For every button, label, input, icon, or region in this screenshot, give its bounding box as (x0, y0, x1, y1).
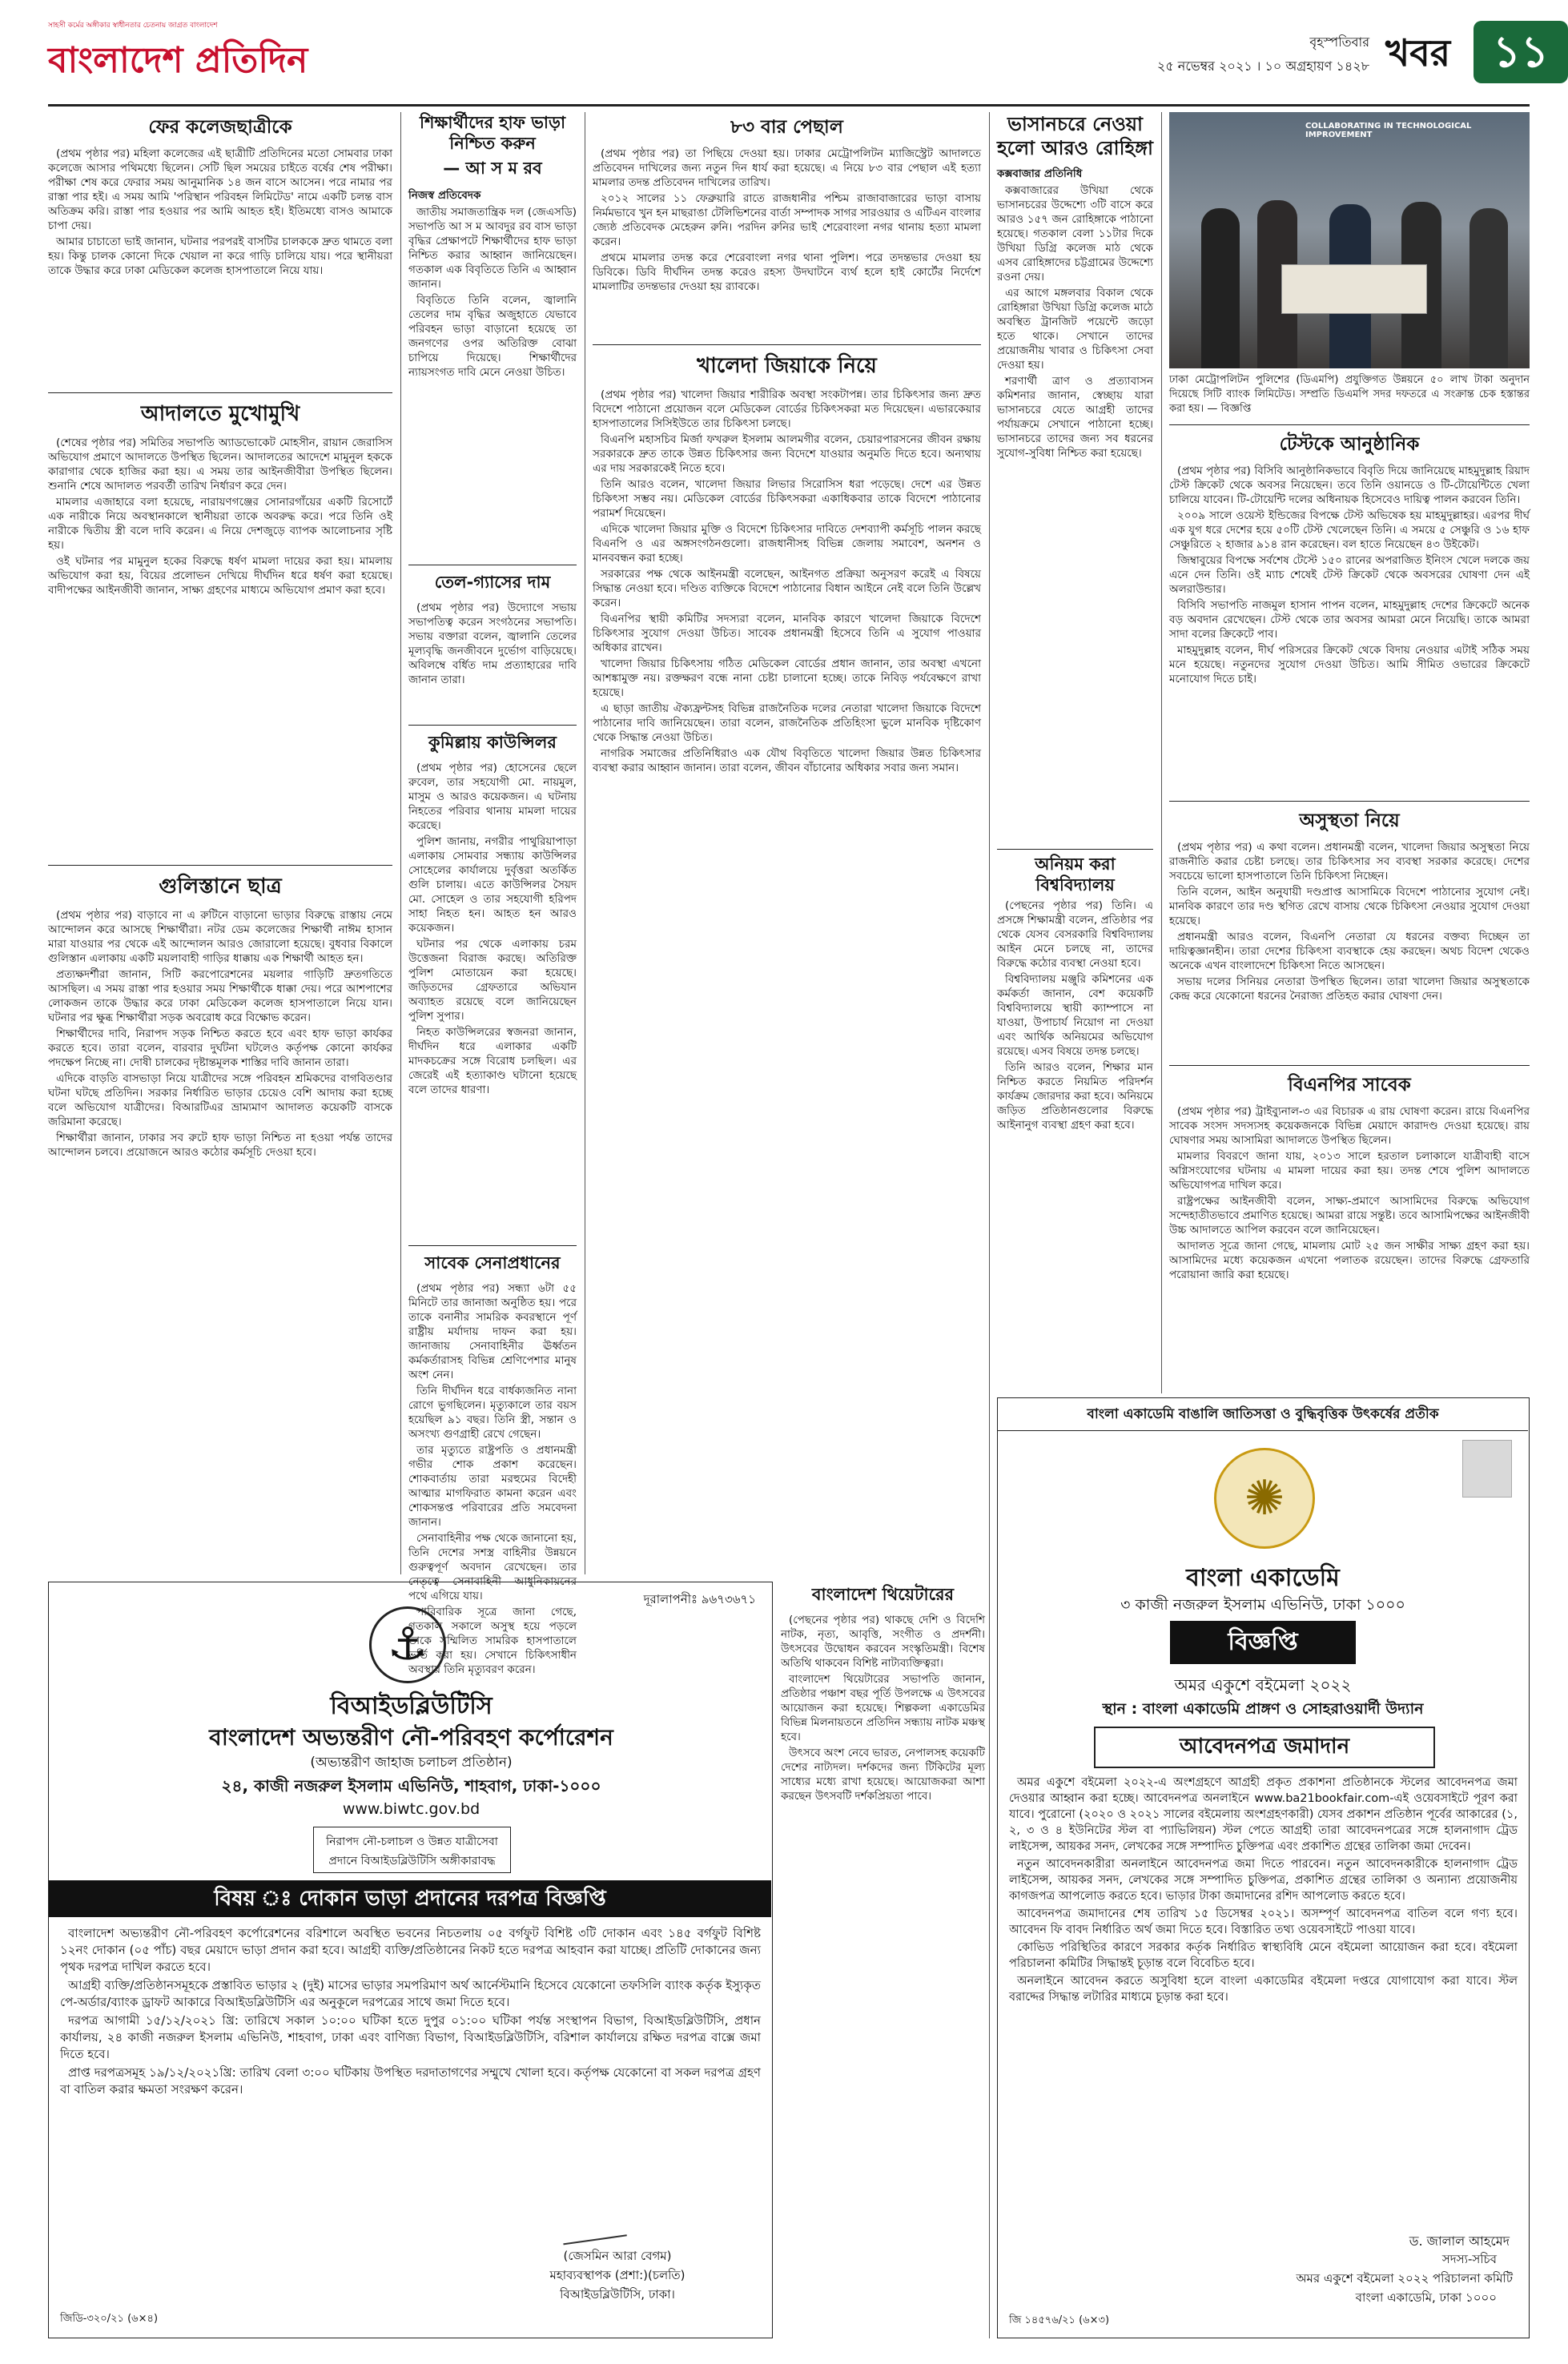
academy-logo-icon: ✺ (1214, 1448, 1315, 1549)
ad-fair-name: অমর একুশে বইমেলা ২০২২ (1174, 1675, 1352, 1695)
paragraph: বিএনপি মহাসচিব মির্জা ফখরুল ইসলাম আলমগীর বলেন, চেয়ারপারসনের জীবন রক্ষায় সরকারকে দ্রুত তাকে উন্নত চিকিৎসার জন্য বিদেশে যাওয়ার অনুমতি দিতে হবে। অন্যথায় এর দায় সরকারকেই নিতে হবে। (593, 433, 981, 475)
ad-slogan-line: নিরাপদ নৌ-চলাচল ও উন্নত যাত্রীসেবা (326, 1835, 498, 1848)
article-irregular (997, 854, 1153, 1390)
ad-body (60, 1925, 761, 2205)
masthead-rule (48, 104, 1530, 107)
article-oil-gas (408, 569, 577, 722)
photo-cheque (1281, 264, 1427, 314)
paragraph: খালেদা জিয়ার চিকিৎসায় গঠিত মেডিকেল বোর্ডের প্রধান জানান, তার অবস্থা এখনো আশঙ্কামুক্ত নয়। রক্তক্ষরণ বন্ধে নানা চেষ্টা চালানো হচ্ছে। তাকে নিবিড় পর্যবেক্ষণে রাখা হয়েছে। (593, 657, 981, 699)
column-rule (1161, 112, 1162, 1393)
paragraph: অনলাইনে আবেদন করতে অসুবিধা হলে বাংলা একাডেমির বইমেলা দপ্তরে যোগাযোগ করা যাবে। স্টল বরাদ্দের সিদ্ধান্ত লটারির মাধ্যমে চূড়ান্ত করা হবে। (1009, 1975, 1518, 2004)
ad-application-banner (1094, 1727, 1435, 1768)
article-bhasanchar-body (997, 183, 1153, 808)
newspaper-logo: বাংলাদেশ প্রতিদিন (48, 40, 308, 81)
divider (997, 849, 1153, 850)
news-photo (1169, 112, 1530, 368)
paragraph: এদিকে খালেদা জিয়ার মুক্তি ও বিদেশে চিকিৎসার দাবিতে দেশব্যাপী কর্মসূচি পালন করছে বিএনপি ও এর অঙ্গসংগঠনগুলো। রাজধানীসহ বিভিন্ন জেলায় সমাবেশ, অনশন ও মানববন্ধন করা হচ্ছে। (593, 523, 981, 565)
divider (1169, 424, 1530, 425)
ad-address: ২৪, কাজী নজরুল ইসলাম এভিনিউ, শাহবাগ, ঢাকা-১০০০ (221, 1776, 601, 1795)
divider (1169, 801, 1530, 802)
paragraph: নিহত কাউন্সিলরের স্বজনরা জানান, দীর্ঘদিন ধরে এলাকার একটি মাদকচক্রের সঙ্গে বিরোধ চলছিল। এর জেরেই এই হত্যাকাণ্ড ঘটানো হয়েছে বলে তাদের ধারণা। (408, 1026, 577, 1096)
ad-top-slogan: বাংলা একাডেমি বাঙালি জাতিসত্তা ও বুদ্ধিবৃত্তিক উৎকর্ষের প্রতীক (1087, 1406, 1439, 1422)
headline-theatre: বাংলাদেশ থিয়েটারের (811, 1585, 955, 1604)
reporter: কক্সবাজার প্রতিনিধি (997, 167, 1083, 180)
paragraph: (শেষের পৃষ্ঠার পর) সমিতির সভাপতি অ্যাডভোকেট মোহসীন, রায়ান জেরাসিস অভিযোগ প্রমাণে আদালতে উপস্থিত ছিলেন। আদালতের আদেশে মামুনুল হককে কারাগার থেকে হাজির করা হয়। এ সময় তার আইনজীবীরা উপস্থিত ছিলেন। শুনানি শেষে আদালত পরবর্তী তারিখ নির্ধারণ করে দেন। (48, 436, 392, 492)
ad-org-short: বিআইডব্লিউটিসি (330, 1692, 493, 1720)
divider (1169, 1065, 1530, 1066)
ad-signer: (জেসমিন আরা বেগম) (563, 2249, 672, 2263)
biwtc-advertisement (48, 1582, 773, 2338)
ad-top-slogan-bar (998, 1398, 1528, 1431)
ad-subject: বিষয় ঃ দোকান ভাড়া প্রদানের দরপত্র বিজ্ঞপ্তি (214, 1887, 606, 1911)
ad-org-name: বাংলাদেশ অভ্যন্তরীণ নৌ-পরিবহণ কর্পোরেশন (209, 1724, 613, 1751)
anchor-logo-icon: ⚓ (369, 1606, 446, 1683)
headline-comilla: কুমিল্লায় কাউন্সিলর (428, 733, 557, 752)
ad-slogan-line: প্রদানে বিআইডব্লিউটিসি অঙ্গীকারাবদ্ধ (328, 1855, 496, 1867)
paragraph: ঘটনার পর থেকে এলাকায় চরম উত্তেজনা বিরাজ করছে। অতিরিক্ত পুলিশ মোতায়েন করা হয়েছে। জড়িতদের গ্রেফতারে অভিযান অব্যাহত রয়েছে বলে জানিয়েছেন পুলিশ সুপার। (408, 938, 577, 1023)
article-college-body (48, 147, 392, 391)
paragraph: (প্রথম পৃষ্ঠার পর) বিসিবি আনুষ্ঠানিকভাবে বিবৃতি দিয়ে জানিয়েছে মাহমুদুল্লাহ রিয়াদ টেস্ট ক্রিকেট থেকে অবসর নিয়েছেন। তবে তিনি ওয়ানডে ও টি-টোয়েন্টিতে খেলা চালিয়ে যাবেন। টি-টোয়েন্টি দলের অধিনায়ক হিসেবেও দায়িত্ব পালন করবেন তিনি। (1169, 464, 1530, 506)
paragraph: বিএনপির স্থায়ী কমিটির সদস্যরা বলেন, মানবিক কারণে খালেদা জিয়াকে বিদেশে চিকিৎসার সুযোগ দেওয়া উচিত। সাবেক প্রধানমন্ত্রী হিসেবে তিনি এ সুযোগ পাওয়ার অধিকার রাখেন। (593, 613, 981, 654)
paragraph: তিনি দীর্ঘদিন ধরে বার্ধক্যজনিত নানা রোগে ভুগছিলেন। মৃত্যুকালে তার বয়স হয়েছিল ৯১ বছর। তিনি স্ত্রী, সন্তান ও অসংখ্য গুণগ্রাহী রেখে গেছেন। (408, 1385, 577, 1441)
signature-scribble (560, 2211, 627, 2245)
article-court-body (48, 436, 392, 868)
reporter: নিজস্ব প্রতিবেদক (408, 189, 481, 202)
headline-t20: টেস্টকে আনুষ্ঠানিক (1279, 434, 1420, 455)
paragraph: প্রত্যক্ষদর্শীরা জানান, সিটি করপোরেশনের ময়লার গাড়িটি দ্রুতগতিতে আসছিল। এ সময় রাস্তা পার হওয়ার সময় শিক্ষার্থীকে ধাক্কা দেয়। পরে আশপাশের লোকজন তাকে উদ্ধার করে ঢাকা মেডিকেল কলেজ হাসপাতালে নিয়ে যান। ঘটনার পর ক্ষুব্ধ শিক্ষার্থীরা সড়ক অবরোধ করে বিক্ষোভ করেন। (48, 968, 392, 1024)
article-gulistan-body (48, 908, 392, 1581)
paragraph: কক্সবাজারের উখিয়া থেকে ভাসানচরের উদ্দেশ্যে ৩টি বাসে করে আরও ১৫৭ জন রোহিঙ্গাকে পাঠানো হয়েছে। গতকাল বেলা ১১টার দিকে উখিয়া ডিগ্রি কলেজ মাঠ থেকে এসব রোহিঙ্গাদের চট্টগ্রামের উদ্দেশ্যে রওনা দেয়। (997, 184, 1153, 283)
headline-khaleda: খালেদা জিয়াকে নিয়ে (697, 354, 877, 378)
paragraph: সরকারের পক্ষ থেকে আইনমন্ত্রী বলেছেন, আইনগত প্রক্রিয়া অনুসরণ করেই এ বিষয়ে সিদ্ধান্ত নেওয়া হবে। দণ্ডিত ব্যক্তিকে বিদেশে পাঠানোর বিধান আইনে নেই বলে তিনি উল্লেখ করেন। (593, 568, 981, 609)
divider (48, 392, 392, 393)
paragraph: তিনি আরও বলেন, শিক্ষার মান নিশ্চিত করতে নিয়মিত পরিদর্শন কার্যক্রম জোরদার করা হবে। অনিয়মে জড়িত প্রতিষ্ঠানগুলোর বিরুদ্ধে আইনানুগ ব্যবস্থা গ্রহণ করা হবে। (997, 1061, 1153, 1132)
paragraph: রাষ্ট্রপক্ষের আইনজীবী বলেন, সাক্ষ্য-প্রমাণে আসামিদের বিরুদ্ধে অভিযোগ সন্দেহাতীতভাবে প্রমাণিত হয়েছে। আমরা রায়ে সন্তুষ্ট। তবে আসামিপক্ষের আইনজীবী উচ্চ আদালতে আপিল করবেন বলে জানিয়েছেন। (1169, 1195, 1530, 1236)
page-number-badge (1474, 21, 1568, 83)
paragraph: বাংলাদেশ অভ্যন্তরীণ নৌ-পরিবহণ কর্পোরেশনের বরিশালে অবস্থিত ভবনের নিচতলায় ০৫ বর্গফুট বিশিষ্ট ৩টি দোকান এবং ১৪৫ বর্গফুট বিশিষ্ট ১২নং দোকান (০৫ পাঁচ) বছর মেয়াদে ভাড়া প্রদান করা হবে। আগ্রহী ব্যক্তি/প্রতিষ্ঠানের নিকট হতে দরপত্র আহবান করা যাচ্ছে। প্রতিটি দোকানের জন্য পৃথক দরপত্র দাখিল করতে হবে। (60, 1926, 761, 1974)
article-theatre (781, 1582, 985, 2338)
ad-code: জি ১৪৫৭৬/২১ (৬×৩) (1009, 2314, 1110, 2326)
paragraph: (প্রথম পৃষ্ঠার পর) উদ্যোগে সভায় সভাপতিত্ব করেন সংগঠনের সভাপতি। সভায় বক্তারা বলেন, জ্বালানি তেলের মূল্যবৃদ্ধি জনজীবনে দুর্ভোগ বাড়িয়েছে। অবিলম্বে বর্ধিত দাম প্রত্যাহারের দাবি জানান তারা। (408, 601, 577, 686)
headline-oil-gas: তেল-গ্যাসের দাম (434, 573, 551, 592)
column-rule (400, 112, 401, 1574)
masthead (48, 16, 1550, 104)
portrait-icon (1462, 1440, 1512, 1498)
article-khaleda (593, 349, 981, 1574)
paragraph: এদিকে বাড়তি বাসভাড়া নিয়ে যাত্রীদের সঙ্গে পরিবহন শ্রমিকদের বাগবিতণ্ডার ঘটনা ঘটছে প্রতিদিন। সরকার নির্ধারিত ভাড়ার চেয়েও বেশি আদায় করা হচ্ছে বলে অভিযোগ যাত্রীদের। বিআরটিএর ভ্রাম্যমাণ আদালত কয়েকটি বাসকে জরিমানা করেছে। (48, 1072, 392, 1128)
ad-application-title: আবেদনপত্র জমাদান (1179, 1735, 1350, 1759)
photo-person (1469, 208, 1508, 368)
divider (48, 865, 392, 866)
paragraph: নাগরিক সমাজের প্রতিনিধিরাও এক যৌথ বিবৃতিতে খালেদা জিয়ার উন্নত চিকিৎসার ব্যবস্থা করার আহ্বান জানান। তারা বলেন, জীবন বাঁচানোর অধিকার সবার জন্য সমান। (593, 747, 981, 774)
ad-signer-org: অমর একুশে বইমেলা ২০২২ পরিচালনা কমিটি (1296, 2271, 1513, 2286)
paragraph: সভায় দলের সিনিয়র নেতারা উপস্থিত ছিলেন। তারা খালেদা জিয়ার অসুস্থতাকে কেন্দ্র করে যেকোনো ধরনের নৈরাজ্য প্রতিহত করার ঘোষণা দেন। (1169, 975, 1530, 1003)
ad-signer-title: মহাব্যবস্থাপক (প্রশা:)(চলতি) (549, 2268, 685, 2282)
ad-academy-address: ৩ কাজী নজরুল ইসলাম এভিনিউ, ঢাকা ১০০০ (1120, 1596, 1405, 1614)
paragraph: এর আগে মঙ্গলবার বিকাল থেকে রোহিঙ্গারা উখিয়া ডিগ্রি কলেজ মাঠে অবস্থিত ট্রানজিট পয়েন্টে জড়ো হতে থাকে। সেখানে তাদের প্রয়োজনীয় খাবার ও চিকিৎসা সেবা দেওয়া হয়। (997, 287, 1153, 372)
paragraph: প্রথমে মামলার তদন্ত করে শেরেবাংলা নগর থানা পুলিশ। পরে তদন্তভার দেওয়া হয় ডিবিকে। ডিবি দীর্ঘদিন তদন্ত করেও রহস্য উদঘাটনে ব্যর্থ হলে হাই কোর্টের নির্দেশে মামলাটির তদন্তভার দেওয়া হয় র‌্যাবকে। (593, 251, 981, 293)
divider (593, 344, 981, 345)
ad-body (1009, 1775, 1518, 2223)
article-gulistan (48, 870, 392, 1574)
ad-signer: ড. জালাল আহমেদ (1409, 2233, 1510, 2249)
article-bnp-ex (1169, 1070, 1530, 1390)
ad-website-link[interactable]: www.biwtc.gov.bd (342, 1800, 480, 1818)
ad-phone: দূরালাপনীঃ ৯৬৭৩৬৭১ (643, 1592, 756, 1606)
article-ex-general (408, 1250, 577, 1676)
photo-backdrop-banner: COLLABORATING IN TECHNOLOGICAL IMPROVEMENT (1305, 122, 1472, 139)
bangla-academy-advertisement (997, 1397, 1530, 2338)
paragraph: পুলিশ জানায়, নগরীর পাথুরিয়াপাড়া এলাকায় সোমবার সন্ধ্যায় কাউন্সিলর সোহেলের কার্যালয়ে দুর্বৃত্তরা অতর্কিত গুলি চালায়। এতে কাউন্সিলর সৈয়দ মো. সোহেল ও তার সহযোগী হরিপদ সাহা নিহত হন। আহত হন আরও কয়েকজন। (408, 835, 577, 935)
ad-slogan-box (313, 1827, 511, 1873)
divider (408, 725, 577, 726)
headline-illness: অসুস্থতা নিয়ে (1299, 810, 1400, 831)
paragraph: অমর একুশে বইমেলা ২০২২-এ অংশগ্রহণে আগ্রহী প্রকৃত প্রকাশনা প্রতিষ্ঠানকে স্টলের আবেদনপত্র জমা দেওয়ার আহ্বান করা হচ্ছে। আবেদনপত্র অনলাইনে www.ba21bookfair.com-এই ওয়েবসাইটে পূরণ করা যাবে। পুরোনো (২০২০ ও ২০২১ সালের বইমেলায় অংশগ্রহণকারী) যেসব প্রকাশন প্রতিষ্ঠান পূর্বের আকারের (১, ২, ৩ ও ৪ ইউনিটের স্টল বা প্যাভিলিয়ন) স্টল পেতে আগ্রহী তারা আবেদনপত্রের সঙ্গে হালনাগাদ ট্রেড লাইসেন্স, আয়কর সনদ, লেখকের সঙ্গে সম্পাদিত চুক্তিপত্র এবং প্রকাশিত গ্রন্থের তালিকা জমা দেবেন। (1009, 1776, 1518, 1853)
article-eighty-three (593, 112, 981, 340)
ad-signer-org: বিআইডব্লিউটিসি, ঢাকা। (560, 2287, 675, 2302)
headline-eighty-three: ৮৩ বার পেছাল (730, 117, 843, 138)
paragraph: উৎসবে অংশ নেবে ভারত, নেপালসহ কয়েকটি দেশের নাট্যদল। দর্শকদের জন্য টিকিটের মূল্য সাধ্যের মধ্যে রাখা হয়েছে। আয়োজকরা আশা করছেন উৎসবটি দর্শকপ্রিয়তা পাবে। (781, 1747, 985, 1803)
article-bnp-ex-body (1169, 1104, 1530, 1397)
paragraph: বিসিবি সভাপতি নাজমুল হাসান পাপন বলেন, মাহমুদুল্লাহ দেশের ক্রিকেটে অনেক বড় অবদান রেখেছেন। টেস্ট থেকে তার অবসর আমরা মেনে নিয়েছি। তাকে আমরা সাদা বলের ক্রিকেটে পাব। (1169, 599, 1530, 641)
masthead-tagline: সাহসী কর্মের অঙ্গীকার স্বাধীনতার চেতনায় জাগ্রত বাংলাদেশ (48, 22, 218, 30)
headline-bnp-ex: বিএনপির সাবেক (1288, 1075, 1411, 1096)
paragraph: বাংলাদেশ থিয়েটারের সভাপতি জানান, প্রতিষ্ঠার পঞ্চাশ বছর পূর্তি উপলক্ষে এ উৎসবের আয়োজন করা হয়েছে। শিল্পকলা একাডেমির বিভিন্ন মিলনায়তনে প্রতিদিন সন্ধ্যায় নাটক মঞ্চস্থ হবে। (781, 1673, 985, 1743)
article-theatre-body (781, 1613, 985, 2338)
paragraph: (প্রথম পৃষ্ঠার পর) হোসেনের ছেলে রুবেল, তার সহযোগী মো. নায়মুল, মাসুম ও আরও কয়েকজন। এ ঘটনায় নিহতের পরিবার থানায় মামলা দায়ের করেছে। (408, 762, 577, 832)
paragraph: জিম্বাবুয়ের বিপক্ষে সর্বশেষ টেস্টে ১৫০ রানের অপরাজিত ইনিংস খেলে দলকে জয় এনে দেন তিনি। ওই ম্যাচ শেষেই টেস্ট ক্রিকেট থেকে অবসরের ঘোষণা দেন এই অলরাউন্ডার। (1169, 554, 1530, 596)
headline-college: ফের কলেজছাত্রীকে (148, 117, 292, 138)
headline-bhasanchar: ভাসানচরে নেওয়া হলো আরও রোহিঙ্গা (997, 113, 1153, 159)
paragraph: মামলার এজাহারে বলা হয়েছে, নারায়ণগঞ্জের সোনারগাঁয়ের একটি রিসোর্টে এক নারীকে নিয়ে অবস্থানকালে স্থানীয়রা তাকে অবরুদ্ধ করে। পরে তিনি ওই নারীকে দ্বিতীয় স্ত্রী বলে দাবি করেন। এ নিয়ে দেশজুড়ে ব্যাপক আলোচনার সৃষ্টি হয়। (48, 496, 392, 552)
paragraph: কোভিড পরিস্থিতির কারণে সরকার কর্তৃক নির্ধারিত স্বাস্থ্যবিধি মেনে বইমেলা আয়োজন করা হবে। বইমেলা পরিচালনা কমিটির সিদ্ধান্তই চূড়ান্ত বলে বিবেচিত হবে। (1009, 1941, 1518, 1970)
paragraph: তার মৃত্যুতে রাষ্ট্রপতি ও প্রধানমন্ত্রী গভীর শোক প্রকাশ করেছেন। শোকবার্তায় তারা মরহুমের বিদেহী আত্মার মাগফিরাত কামনা করেন এবং শোকসন্তপ্ত পরিবারের প্রতি সমবেদনা জানান। (408, 1444, 577, 1529)
paragraph: সেনাবাহিনীর পক্ষ থেকে জানানো হয়, তিনি দেশের সশস্ত্র বাহিনীর উন্নয়নে গুরুত্বপূর্ণ অবদান রেখেছেন। তার নেতৃত্বে সেনাবাহিনী আধুনিকায়নের পথে এগিয়ে যায়। (408, 1532, 577, 1602)
ad-notice-box (1170, 1621, 1356, 1664)
photo-person (1201, 208, 1240, 368)
page-number: ১১ (1492, 26, 1550, 77)
paragraph: জাতীয় সমাজতান্ত্রিক দল (জেএসডি) সভাপতি আ স ম আবদুর রব বাস ভাড়া বৃদ্ধির প্রেক্ষাপটে শিক্ষার্থীদের হাফ ভাড়া নিশ্চিত করার আহ্বান জানিয়েছেন। গতকাল এক বিবৃতিতে তিনি এ আহ্বান জানান। (408, 206, 577, 291)
ad-notice: বিজ্ঞপ্তি (1228, 1628, 1298, 1656)
paragraph: (প্রথম পৃষ্ঠার পর) ট্রাইব্যুনাল-৩ এর বিচারক এ রায় ঘোষণা করেন। রায়ে বিএনপির সাবেক সংসদ সদস্যসহ কয়েকজনকে বিভিন্ন মেয়াদে কারাদণ্ড দেওয়া হয়েছে। রায় ঘোষণার সময় আসামিরা আদালতে উপস্থিত ছিলেন। (1169, 1105, 1530, 1147)
paragraph: (পেছনের পৃষ্ঠার পর) তিনি। এ প্রসঙ্গে শিক্ষামন্ত্রী বলেন, প্রতিষ্ঠার পর থেকে যেসব বেসরকারি বিশ্ববিদ্যালয় আইন মেনে চলছে না, তাদের বিরুদ্ধে কঠোর ব্যবস্থা নেওয়া হবে। (997, 899, 1153, 970)
headline-ex-general: সাবেক সেনাপ্রধানের (424, 1253, 561, 1272)
section-label: খবর (1385, 31, 1451, 74)
paragraph: (প্রথম পৃষ্ঠার পর) তা পিছিয়ে দেওয়া হয়। ঢাকার মেট্রোপলিটন ম্যাজিস্ট্রেট আদালতে প্রতিবেদন দাখিলের জন্য নতুন দিন ধার্য করা হয়েছে। এ নিয়ে ৮৩ বার পেছাল এই হত্যা মামলার তদন্ত প্রতিবেদন দাখিলের তারিখ। (593, 147, 981, 189)
paragraph: আগ্রহী ব্যক্তি/প্রতিষ্ঠানসমূহকে প্রস্তাবিত ভাড়ার ২ (দুই) মাসের ভাড়ার সমপরিমাণ অর্থ আর্নেস্টমানি হিসেবে যেকোনো তফসিলি ব্যাংক কর্তৃক ইস্যুকৃত পে-অর্ডার/ব্যাংক ড্রাফট আকারে বিআইডব্লিউটিসি এর অনুকূলে দরপত্রের সাথে জমা দিতে হবে। (60, 1978, 761, 2009)
ad-venue: স্থান : বাংলা একাডেমি প্রাঙ্গণ ও সোহরাওয়ার্দী উদ্যান (1102, 1700, 1424, 1718)
ad-code: জিডি-৩২০/২১ (৬×৪) (60, 2313, 159, 2325)
paragraph: বিবৃতিতে তিনি বলেন, জ্বালানি তেলের দাম বৃদ্ধির অজুহাতে যেভাবে পরিবহন ভাড়া বাড়ানো হয়েছে তা জনগণের ওপর অতিরিক্ত বোঝা চাপিয়ে দিয়েছে। শিক্ষার্থীদের ন্যায়সংগত দাবি মেনে নেওয়া উচিত। (408, 294, 577, 379)
ad-org-subtitle: (অভ্যন্তরীণ জাহাজ চলাচল প্রতিষ্ঠান) (310, 1755, 513, 1771)
paragraph: (প্রথম পৃষ্ঠার পর) সন্ধ্যা ৬টা ৫৫ মিনিটে তার জানাজা অনুষ্ঠিত হয়। পরে তাকে বনানীর সামরিক কবরস্থানে পূর্ণ রাষ্ট্রীয় মর্যাদায় দাফন করা হয়। জানাজায় সেনাবাহিনীর ঊর্ধ্বতন কর্মকর্তারাসহ বিভিন্ন শ্রেণিপেশার মানুষ অংশ নেন। (408, 1282, 577, 1381)
article-half-fare-body (408, 205, 577, 557)
ad-signer-org: বাংলা একাডেমি, ঢাকা ১০০০ (1355, 2290, 1497, 2305)
paragraph: শরণার্থী ত্রাণ ও প্রত্যাবাসন কমিশনার জানান, স্বেচ্ছায় যারা ভাসানচরে যেতে আগ্রহী তাদের পর্যায়ক্রমে সেখানে পাঠানো হচ্ছে। ভাসানচরে তাদের জন্য সব ধরনের সুযোগ-সুবিধা নিশ্চিত করা হয়েছে। (997, 375, 1153, 460)
paragraph: আমার চাচাতো ভাই জানান, ঘটনার পরপরই বাসটির চালককে দ্রুত থামতে বলা হয়। কিন্তু চালক কোনো দিকে খেয়াল না করে গাড়ি চালিয়ে যায়। পরে স্থানীয়রা তাকে উদ্ধার করে ঢাকা মেডিকেল কলেজ হাসপাতালে নিয়ে যায়। (48, 235, 392, 277)
article-irregular-body (997, 899, 1153, 1379)
paragraph: (প্রথম পৃষ্ঠার পর) বাড়াবে না এ রুটিনে বাড়ানো ভাড়ার বিরুদ্ধে রাস্তায় নেমে আন্দোলন করে আসছে শিক্ষার্থীরা। নটর ডেম কলেজের শিক্ষার্থী নাঈম হাসান মারা যাওয়ার পর থেকে এই আন্দোলন আরও জোরালো হয়েছে। বুধবার বিকালে গুলিস্তান এলাকায় একটি ময়লাবাহী গাড়ির ধাক্কায় এক শিক্ষার্থী আহত হন। (48, 909, 392, 965)
article-bhasanchar (997, 112, 1153, 845)
paragraph: ওই ঘটনার পর মামুনুল হকের বিরুদ্ধে ধর্ষণ মামলা দায়ের করা হয়। মামলায় অভিযোগ করা হয়, বিয়ের প্রলোভন দেখিয়ে দীর্ঘদিন ধরে ধর্ষণ করা হয়েছে। বাদীপক্ষের আইনজীবী জানান, সাক্ষ্য গ্রহণের মাধ্যমে অভিযোগ প্রমাণ করা হবে। (48, 555, 392, 597)
paragraph: ২০১২ সালের ১১ ফেব্রুয়ারি রাতে রাজধানীর পশ্চিম রাজাবাজারের ভাড়া বাসায় নির্মমভাবে খুন হন মাছরাঙা টেলিভিশনের বার্তা সম্পাদক সাগর সারওয়ার ও এটিএন বাংলার জ্যেষ্ঠ প্রতিবেদক মেহেরুন রুনি। পরদিন রুনির ভাই শেরেবাংলা নগর থানায় হত্যা মামলা করেন। (593, 192, 981, 248)
byline-half-fare: — আ স ম রব (443, 159, 542, 178)
photo-caption: ঢাকা মেট্রোপলিটন পুলিশের (ডিএমপি) প্রযুক্তিগত উন্নয়নে ৫০ লাখ টাকা অনুদান দিয়েছে সিটি ব্যাংক লিমিটেড। সম্প্রতি ডিএমপি সদর দফতরে এ সংক্রান্ত চেক হস্তান্তর করা হয়। — বিজ্ঞপ্তি (1169, 374, 1530, 415)
article-comilla (408, 730, 577, 1242)
ad-academy-name: বাংলা একাডেমি (1186, 1564, 1340, 1592)
article-illness (1169, 806, 1530, 1062)
article-t20 (1169, 429, 1530, 798)
paragraph: মাহমুদুল্লাহ বলেন, দীর্ঘ পরিসরের ক্রিকেট থেকে বিদায় নেওয়ার এটাই সঠিক সময় মনে হয়েছে। নতুনদের সুযোগ দেওয়া উচিত। আমি সীমিত ওভারের ক্রিকেটে মনোযোগ দিতে চাই। (1169, 644, 1530, 685)
paragraph: নতুন আবেদনকারীরা অনলাইনে আবেদনপত্র জমা দিতে পারবেন। নতুন আবেদনকারীকে হালনাগাদ ট্রেড লাইসেন্স, আয়কর সনদ, লেখকের সঙ্গে সম্পাদিত চুক্তিপত্র, প্রকাশিত গ্রন্থের তালিকা ও অন্যান্য প্রয়োজনীয় কাগজপত্র আপলোড করতে হবে। ভাড়ার টাকা জমাদানের রশিদ আপলোড করতে হবে। (1009, 1858, 1518, 1903)
article-ex-general-body (408, 1281, 577, 1676)
issue-date: ২৫ নভেম্বর ২০২১ । ১০ অগ্রহায়ণ ১৪২৮ (1156, 58, 1369, 74)
paragraph: (প্রথম পৃষ্ঠার পর) মহিলা কলেজের এই ছাত্রীটি প্রতিদিনের মতো সোমবার ঢাকা কলেজে আসার পথিমধ্যে ছিলেন। সেটি ছিল সময়ের চাইতে বর্ষের শেষ পরীক্ষা। পরীক্ষা শেষ করে ফেরার সময় আনুমানিক ১৪ জন বাসে আসেন। পরে নামার পর রাস্তা পার হই। এ সময় আমি 'পরিস্থান পরিবহন লিমিটেড' নামে একটি চলন্ত বাস অতিক্রম করি। রাস্তা পার হওয়ার পর আমি আহত হই। ইতিমধ্যে বাসও আমাকে চাপা দেয়। (48, 147, 392, 232)
paragraph: শিক্ষার্থীদের দাবি, নিরাপদ সড়ক নিশ্চিত করতে হবে এবং হাফ ভাড়া কার্যকর করতে হবে। তারা বলেন, বারবার দুর্ঘটনা ঘটলেও কর্তৃপক্ষ কোনো কার্যকর পদক্ষেপ নিচ্ছে না। দোষী চালকের দৃষ্টান্তমূলক শাস্তির দাবি জানান তারা। (48, 1027, 392, 1069)
headline-irregular: অনিয়ম করা বিশ্ববিদ্যালয় (1035, 854, 1116, 895)
article-illness-body (1169, 840, 1530, 1068)
article-oil-gas-body (408, 601, 577, 725)
ad-signer-title: সদস্য-সচিব (1441, 2252, 1497, 2266)
paragraph: (প্রথম পৃষ্ঠার পর) এ কথা বলেন। প্রধানমন্ত্রী বলেন, খালেদা জিয়ার অসুস্থতা নিয়ে রাজনীতি করার চেষ্টা চলছে। তার চিকিৎসার সব ব্যবস্থা সরকার করেছে। দেশের সবচেয়ে ভালো হাসপাতালে তিনি চিকিৎসা নিচ্ছেন। (1169, 841, 1530, 882)
article-khaleda-body (593, 388, 981, 1581)
paragraph: শিক্ষার্থীরা জানান, ঢাকার সব রুটে হাফ ভাড়া নিশ্চিত না হওয়া পর্যন্ত তাদের আন্দোলন চলবে। প্রয়োজনে আরও কঠোর কর্মসূচি দেওয়া হবে। (48, 1132, 392, 1159)
column-rule (989, 112, 990, 2338)
paragraph: তিনি আরও বলেন, খালেদা জিয়ার লিভার সিরোসিস ধরা পড়েছে। দেশে এর উন্নত চিকিৎসা সম্ভব নয়। মেডিকেল বোর্ডের চিকিৎসকরা একাধিকবার তাকে বিদেশে পাঠানোর পরামর্শ দিয়েছেন। (593, 478, 981, 520)
paragraph: মামলার বিবরণে জানা যায়, ২০১৩ সালে হরতাল চলাকালে যাত্রীবাহী বাসে অগ্নিসংযোগের ঘটনায় এ মামলা দায়ের করা হয়। তদন্ত শেষে পুলিশ আদালতে অভিযোগপত্র দাখিল করে। (1169, 1150, 1530, 1192)
article-eighty-three-body (593, 147, 981, 347)
paragraph: বিশ্ববিদ্যালয় মঞ্জুরি কমিশনের এক কর্মকর্তা জানান, বেশ কয়েকটি বিশ্ববিদ্যালয়ে স্থায়ী ক্যাম্পাসে না যাওয়া, উপাচার্য নিয়োগ না দেওয়া এবং আর্থিক অনিয়মের অভিযোগ রয়েছে। এসব বিষয়ে তদন্ত চলছে। (997, 973, 1153, 1058)
paragraph: (প্রথম পৃষ্ঠার পর) খালেদা জিয়ার শারীরিক অবস্থা সংকটাপন্ন। তার চিকিৎসার জন্য দ্রুত বিদেশে পাঠানো প্রয়োজন বলে মেডিকেল বোর্ডের চিকিৎসকরা মত দিয়েছেন। এভারকেয়ার হাসপাতালের সিসিইউতে তার চিকিৎসা চলছে। (593, 388, 981, 430)
paragraph: এ ছাড়া জাতীয় ঐক্যফ্রন্টসহ বিভিন্ন রাজনৈতিক দলের নেতারা খালেদা জিয়াকে বিদেশে পাঠানোর দাবি জানিয়েছেন। তারা বলেন, রাজনৈতিক প্রতিহিংসা ভুলে মানবিক দৃষ্টিকোণ থেকে সিদ্ধান্ত নেওয়া উচিত। (593, 702, 981, 744)
paragraph: পারিবারিক সূত্রে জানা গেছে, গতকাল সকালে অসুস্থ হয়ে পড়লে তাকে সম্মিলিত সামরিক হাসপাতালে ভর্তি করা হয়। সেখানে চিকিৎসাধীন অবস্থায় তিনি মৃত্যুবরণ করেন। (408, 1606, 577, 1676)
headline-half-fare: শিক্ষার্থীদের হাফ ভাড়া নিশ্চিত করুন (419, 113, 566, 153)
article-t20-body (1169, 464, 1530, 804)
ad-subject-banner (49, 1880, 771, 1917)
article-comilla-body (408, 761, 577, 1245)
paragraph: তিনি বলেন, আইন অনুযায়ী দণ্ডপ্রাপ্ত আসামিকে বিদেশে পাঠানোর সুযোগ নেই। মানবিক কারণে তার দণ্ড স্থগিত রেখে বাসায় থেকে চিকিৎসা নেওয়ার সুযোগ দেওয়া হয়েছে। (1169, 886, 1530, 927)
article-court (48, 397, 392, 862)
paragraph: আদালত সূত্রে জানা গেছে, মামলায় মোট ২৫ জন সাক্ষীর সাক্ষ্য গ্রহণ করা হয়। আসামিদের মধ্যে কয়েকজন এখনো পলাতক রয়েছেন। তাদের বিরুদ্ধে গ্রেফতারি পরোয়ানা জারি করা হয়েছে। (1169, 1240, 1530, 1281)
paragraph: (পেছনের পৃষ্ঠার পর) থাকছে দেশি ও বিদেশি নাটক, নৃত্য, আবৃত্তি, সংগীত ও প্রদর্শনী। উৎসবের উদ্বোধন করবেন সংস্কৃতিমন্ত্রী। বিশেষ অতিথি থাকবেন বিশিষ্ট নাট্যব্যক্তিত্বরা। (781, 1614, 985, 1670)
article-half-fare (408, 112, 577, 561)
divider (408, 1245, 577, 1246)
paragraph: প্রধানমন্ত্রী আরও বলেন, বিএনপি নেতারা যে ধরনের বক্তব্য দিচ্ছেন তা দায়িত্বজ্ঞানহীন। তারা দেশের চিকিৎসা ব্যবস্থাকে হেয় করছেন। অথচ বিদেশ থেকেও অনেকে এখন বাংলাদেশে চিকিৎসা নিতে আসছেন। (1169, 931, 1530, 972)
headline-court: আদালতে মুখোমুখি (140, 402, 300, 426)
headline-gulistan: গুলিস্তানে ছাত্র (159, 874, 282, 899)
paragraph: আবেদনপত্র জমাদানের শেষ তারিখ ১৫ ডিসেম্বর ২০২১। অসম্পূর্ণ আবেদনপত্র বাতিল বলে গণ্য হবে। আবেদন ফি বাবদ নির্ধারিত অর্থ জমা দিতে হবে। বিস্তারিত তথ্য ওয়েবসাইটে পাওয়া যাবে। (1009, 1908, 1518, 1936)
paragraph: দরপত্র আগামী ১৫/১২/২০২১ খ্রি: তারিখে সকাল ১০:০০ ঘটিকা হতে দুপুর ০১:০০ ঘটিকা পর্যন্ত সংস্থাপন বিভাগ, বিআইডব্লিউটিসি, প্রধান কার্যালয়, ২৪ কাজী নজরুল ইসলাম এভিনিউ, শাহবাগ, ঢাকা এবং বাণিজ্য বিভাগ, বিআইডব্লিউটিসি, বরিশাল কার্যালয়ে রক্ষিত দরপত্র বাক্সে জমা দিতে হবে। (60, 2013, 761, 2061)
article-college (48, 112, 392, 388)
issue-day: বৃহস্পতিবার (1309, 34, 1369, 50)
paragraph: ২০০৯ সালে ওয়েস্ট ইন্ডিজের বিপক্ষে টেস্ট অভিষেক হয় মাহমুদুল্লাহর। এরপর দীর্ঘ এক যুগ ধরে দেশের হয়ে ৫০টি টেস্ট খেলেছেন তিনি। এ সময়ে ৫ সেঞ্চুরি ও ১৬ হাফ সেঞ্চুরিতে ২ হাজার ৯১৪ রান করেছেন। বল হাতে নিয়েছেন ৪৩ উইকেট। (1169, 509, 1530, 551)
paragraph: প্রাপ্ত দরপত্রসমূহ ১৯/১২/২০২১খ্রি: তারিখ বেলা ৩:০০ ঘটিকায় উপস্থিত দরদাতাগণের সম্মুখে খোলা হবে। কর্তৃপক্ষ যেকোনো বা সকল দরপত্র গ্রহণ বা বাতিল করার ক্ষমতা সংরক্ষণ করেন। (60, 2065, 761, 2097)
